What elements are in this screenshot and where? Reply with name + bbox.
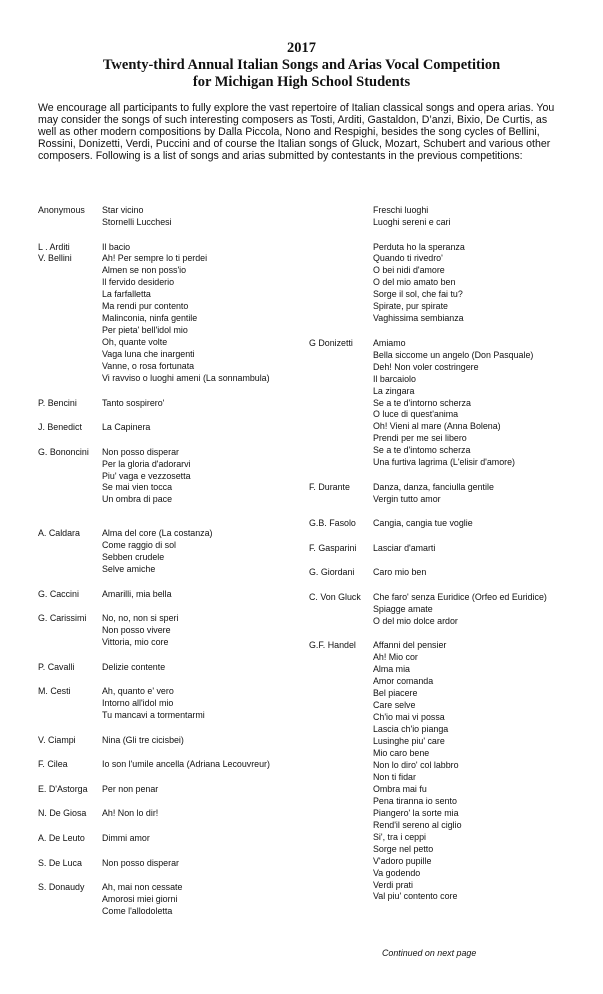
composer-name: G.B. Fasolo	[309, 518, 356, 529]
work-title: O luce di quest'anima	[373, 409, 459, 420]
work-title: La zingara	[373, 385, 415, 396]
work-title: Va godendo	[373, 867, 421, 878]
work-title: Vaghissima sembianza	[373, 313, 464, 324]
works-list	[373, 543, 579, 555]
work-title: Ah! Per sempre lo ti perdei	[102, 253, 208, 264]
composer-entry	[38, 759, 306, 771]
work-title: Delizie contente	[102, 661, 166, 672]
work-title: Nina (Gli tre cicisbei)	[102, 734, 184, 745]
work-title: O bei nidi d'amore	[373, 265, 445, 276]
composer-entry	[38, 735, 306, 747]
work-title: Oh, quante volte	[102, 337, 168, 348]
work-title: Caro mio ben	[373, 567, 427, 578]
work-title: Rend'il sereno al ciglio	[373, 819, 462, 830]
works-list	[102, 735, 306, 747]
work-title: Ah! Mio cor	[373, 652, 418, 663]
composer-name: Anonymous	[38, 205, 85, 215]
work-title: Come raggio di sol	[102, 540, 176, 551]
work-title: Ah! Non lo dir!	[102, 808, 159, 819]
work-title: Bella siccome un angelo (Don Pasquale)	[373, 349, 534, 360]
work-title: Tanto sospirero'	[102, 397, 165, 408]
composer-name	[309, 242, 373, 326]
document-title	[0, 40, 603, 91]
composer-name: G.F. Handel	[309, 640, 356, 651]
work-title: Amarilli, mia bella	[102, 588, 172, 599]
work-title: Sorge il sol, che fai tu?	[373, 289, 463, 300]
work-title: Non posso disperar	[102, 857, 179, 868]
composer-name: A. Caldara	[38, 528, 80, 539]
works-list	[102, 242, 306, 385]
work-title: Come l'allodoletta	[102, 905, 173, 916]
composer-entry	[38, 833, 306, 845]
work-title: Il barcaiolo	[373, 373, 416, 384]
composer-entry	[38, 589, 306, 601]
work-title: Verdi prati	[373, 879, 413, 890]
work-title: O del mio dolce ardor	[373, 615, 458, 626]
work-title: Val piu' contento core	[373, 891, 458, 902]
work-title: Per pieta' bell'idol mio	[102, 325, 188, 336]
work-title: Io son l'umile ancella (Adriana Lecouvreur)	[102, 759, 270, 770]
composer-name: V. Ciampi	[38, 734, 76, 745]
works-list	[373, 242, 579, 326]
works-list	[373, 338, 579, 469]
composer-entry	[309, 242, 579, 326]
work-title: Piu' vaga e vezzosetta	[102, 470, 191, 481]
work-title: Stornelli Lucchesi	[102, 216, 172, 227]
composer-entry	[309, 592, 579, 628]
work-title: Alma mia	[373, 664, 410, 675]
work-title: Vergin tutto amor	[373, 493, 441, 504]
composer-entry	[38, 447, 306, 507]
work-title: Se a te d'intomo scherza	[373, 445, 471, 456]
work-title: Vanne, o rosa fortunata	[102, 361, 195, 372]
work-title: Ombra mai fu	[373, 783, 427, 794]
work-title: Un ombra di pace	[102, 494, 173, 505]
composer-name: M. Cesti	[38, 686, 71, 697]
composer-name: G. Carissimi	[38, 613, 87, 624]
work-title: Non lo diro' col labbro	[373, 759, 459, 770]
works-list	[102, 613, 306, 649]
work-title: Cangia, cangia tue voglie	[373, 518, 473, 529]
work-title: La farfalletta	[102, 289, 151, 300]
composer-name: S. De Luca	[38, 857, 82, 868]
work-title: Che faro' senza Euridice (Orfeo ed Euridice)	[373, 591, 547, 602]
continued-note: Continued on next page	[382, 948, 477, 958]
composer-name: F. Gasparini	[309, 542, 357, 553]
composer-entry	[309, 543, 579, 555]
title-year: 2017	[287, 40, 316, 56]
works-list	[373, 592, 579, 628]
composer-name: J. Benedict	[38, 422, 82, 433]
composer-entry	[309, 567, 579, 579]
work-title: Selve amiche	[102, 564, 156, 575]
work-title: Si', tra i ceppi	[373, 831, 426, 842]
work-title: Vaga luna che inargenti	[102, 349, 195, 360]
work-title: Amiamo	[373, 337, 406, 348]
composer-entry	[38, 422, 306, 434]
work-title: Deh! Non voler costringere	[373, 361, 479, 372]
composer-name: C. Von Gluck	[309, 591, 361, 602]
composer-entry	[38, 662, 306, 674]
composer-name: F. Durante	[309, 481, 350, 492]
intro-paragraph: We encourage all participants to fully explore the vast repertoire of Italian classical songs and opera arias. You may consider the songs of such interesting composers as Tosti, Arditi, Gastaldon, D’anzi, Bixio, De Curtis, as well as other modern compositions by Dalla Piccola, Nono and Respighi, besides the song cycles of Bellini, Rossini, Donizetti, Verdi, Puccini and of course the Italian songs of Gluck, Mozart, Schubert and various other composers. Following is a list of songs and arias submitted by contestants in the previous competitions:	[38, 102, 555, 162]
works-list	[102, 662, 306, 674]
composer-entry	[309, 482, 579, 506]
works-list	[373, 567, 579, 579]
works-list	[102, 422, 306, 434]
works-list	[102, 686, 306, 722]
composer-entry	[38, 205, 306, 229]
works-list	[102, 833, 306, 845]
work-title: Per non penar	[102, 783, 159, 794]
work-title: Dimmi amor	[102, 832, 150, 843]
work-title: Danza, danza, fanciulla gentile	[373, 481, 494, 492]
work-title: Mio caro bene	[373, 748, 430, 759]
work-title: Intorno all'idol mio	[102, 698, 174, 709]
work-title: Prendi per me sei libero	[373, 433, 467, 444]
composer-entry	[38, 242, 306, 385]
composer-entry	[38, 528, 306, 576]
works-list	[373, 482, 579, 506]
composer-entry	[309, 205, 579, 229]
work-title: Vittoria, mio core	[102, 637, 169, 648]
work-title: Pena tiranna io sento	[373, 795, 457, 806]
composer-name: S. Donaudy	[38, 882, 85, 893]
composer-name	[309, 205, 373, 229]
work-title: Il fervido desiderio	[102, 277, 175, 288]
works-list	[102, 882, 306, 918]
composer-name: E. D'Astorga	[38, 783, 88, 794]
composer-name: N. De Giosa	[38, 808, 87, 819]
work-title: Ma rendi pur contento	[102, 301, 189, 312]
works-list	[102, 528, 306, 576]
work-title: Amorosi miei giorni	[102, 894, 178, 905]
work-title: Ch'io mai vi possa	[373, 712, 445, 723]
works-list	[373, 640, 579, 903]
works-list	[102, 784, 306, 796]
work-title: Sebben crudele	[102, 552, 165, 563]
work-title: Spirate, pur spirate	[373, 301, 448, 312]
composer-name: F. Cilea	[38, 759, 68, 770]
composer-entry	[38, 398, 306, 410]
work-title: Se a te d'intorno scherza	[373, 397, 471, 408]
work-title: Alma del core (La costanza)	[102, 528, 213, 539]
works-list	[102, 858, 306, 870]
work-title: Una furtiva lagrima (L'elisir d'amore)	[373, 457, 515, 468]
work-title: O del mio amato ben	[373, 277, 456, 288]
work-title: No, no, non si speri	[102, 613, 179, 624]
composer-name: G. Giordani	[309, 567, 355, 578]
composer-name: A. De Leuto	[38, 832, 85, 843]
work-title: La Capinera	[102, 422, 151, 433]
composer-entry	[38, 613, 306, 649]
composer-entry	[309, 640, 579, 903]
work-title: Star vicino	[102, 205, 144, 215]
works-list	[373, 518, 579, 530]
work-title: Per la gloria d'adorarvi	[102, 458, 191, 469]
composer-name: L . Arditi V. Bellini	[38, 241, 72, 264]
composer-entry	[38, 858, 306, 870]
work-title: Ah, quanto e' vero	[102, 686, 174, 697]
work-title: Quando ti rivedro'	[373, 253, 443, 264]
work-title: Non ti fidar	[373, 771, 416, 782]
work-title: Care selve	[373, 700, 416, 711]
work-title: Almen se non poss'io	[102, 265, 187, 276]
work-title: Freschi luoghi	[373, 205, 429, 215]
work-title: Lusinghe piu' care	[373, 736, 445, 747]
work-title: Malinconia, ninfa gentile	[102, 313, 198, 324]
work-title: Non posso vivere	[102, 625, 171, 636]
composer-name: G. Bononcini	[38, 446, 89, 457]
work-title: Vi ravviso o luoghi ameni (La sonnambula)	[102, 372, 270, 383]
work-title: Piangero' la sorte mia	[373, 807, 459, 818]
work-title: Sorge nel petto	[373, 843, 434, 854]
composer-entry	[309, 338, 579, 469]
work-title: Lascia ch'io pianga	[373, 724, 449, 735]
work-title: Perduta ho la speranza	[373, 241, 465, 252]
composer-name: P. Bencini	[38, 397, 77, 408]
composer-name: G. Caccini	[38, 588, 79, 599]
works-list	[102, 447, 306, 507]
work-title: Luoghi sereni e cari	[373, 216, 451, 227]
composer-entry	[38, 686, 306, 722]
work-title: Lasciar d'amarti	[373, 542, 436, 553]
works-list	[102, 398, 306, 410]
right-column	[309, 205, 579, 916]
work-title: Se mai vien tocca	[102, 482, 173, 493]
works-list	[373, 205, 579, 229]
title-line-2: for Michigan High School Students	[192, 74, 411, 90]
works-list	[102, 205, 306, 229]
left-column	[38, 205, 306, 931]
works-list	[102, 759, 306, 771]
work-title: V'adoro pupille	[373, 855, 432, 866]
work-title: Tu mancavi a tormentarmi	[102, 710, 205, 721]
composer-entry	[38, 808, 306, 820]
work-title: Bel piacere	[373, 688, 418, 699]
composer-entry	[309, 518, 579, 530]
composer-name: P. Cavalli	[38, 661, 75, 672]
work-title: Il bacio	[102, 241, 131, 252]
title-line-1: Twenty-third Annual Italian Songs and Arias Vocal Competition	[102, 57, 501, 73]
work-title: Spiagge amate	[373, 603, 433, 614]
works-list	[102, 808, 306, 820]
work-title: Amor comanda	[373, 676, 434, 687]
composer-entry	[38, 784, 306, 796]
work-title: Ah, mai non cessate	[102, 882, 183, 893]
work-title: Affanni del pensier	[373, 640, 447, 651]
composer-name: G Donizetti	[309, 337, 353, 348]
work-title: Oh! Vieni al mare (Anna Bolena)	[373, 421, 501, 432]
work-title: Non posso disperar	[102, 446, 179, 457]
composer-entry	[38, 882, 306, 918]
works-list	[102, 589, 306, 601]
